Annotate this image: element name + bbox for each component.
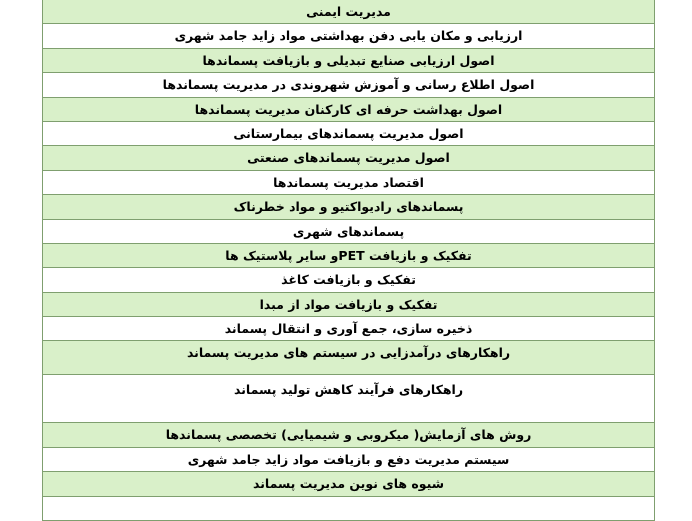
row-label: مدیریت ایمنی	[306, 4, 391, 19]
row-label: اصول بهداشت حرفه ای کارکنان مدیریت پسماندها	[194, 101, 503, 117]
table-row	[42, 448, 655, 472]
row-label: اقتصاد مدیریت پسماندها	[273, 174, 424, 190]
table-row	[42, 497, 655, 521]
row-label: تفکیک و بازیافت کاغذ	[281, 272, 416, 288]
table-row	[42, 24, 655, 48]
row-label: پسماندهای رادیواکتیو و مواد خطرناک	[233, 199, 464, 215]
table-row	[42, 341, 655, 375]
row-label: شیوه های نوین مدیریت پسماند	[252, 476, 445, 492]
table-row	[42, 49, 655, 73]
row-label: ذخیره سازی، جمع آوری و انتقال پسماند	[224, 321, 473, 337]
table-row	[42, 220, 655, 244]
table-row	[42, 423, 655, 447]
row-label: تفکیک و بازیافت PETو سایر پلاستیک ها	[225, 247, 472, 263]
row-label: روش های آزمایش( میکروبی و شیمیایی) تخصصی پسماندها	[165, 427, 532, 443]
row-label: راهکارهای فرآیند کاهش تولید پسماند	[233, 382, 464, 398]
table-row	[42, 268, 655, 292]
row-label: ارزیابی و مکان یابی دفن بهداشتی مواد زاید جامد شهری	[174, 28, 523, 44]
table-row	[42, 244, 655, 268]
course-table	[42, 0, 655, 521]
table-row	[42, 317, 655, 341]
table-row	[42, 98, 655, 122]
table-row	[42, 146, 655, 170]
table-row	[42, 375, 655, 423]
table-row	[42, 293, 655, 317]
row-label: اصول ارزیابی صنایع تبدیلی و بازیافت پسماندها	[202, 52, 495, 68]
table-row	[42, 472, 655, 496]
table-row	[42, 195, 655, 219]
row-label: پسماندهای شهری	[292, 223, 405, 239]
row-label: اصول مدیریت پسماندهای بیمارستانی	[233, 125, 464, 141]
table-row	[42, 73, 655, 97]
table-row	[42, 0, 655, 24]
row-label: اصول مدیریت پسماندهای صنعتی	[247, 150, 450, 166]
row-label: اصول اطلاع رسانی و آموزش شهروندی در مدیریت پسماندها	[162, 77, 535, 93]
row-label: راهکارهای درآمدزایی در سیستم های مدیریت پسماند	[186, 345, 511, 361]
table-row	[42, 171, 655, 195]
table-row	[42, 122, 655, 146]
row-label: تفکیک و بازیافت مواد از مبدا	[259, 296, 438, 312]
row-label: سیستم مدیریت دفع و بازیافت مواد زاید جامد شهری	[187, 451, 510, 467]
